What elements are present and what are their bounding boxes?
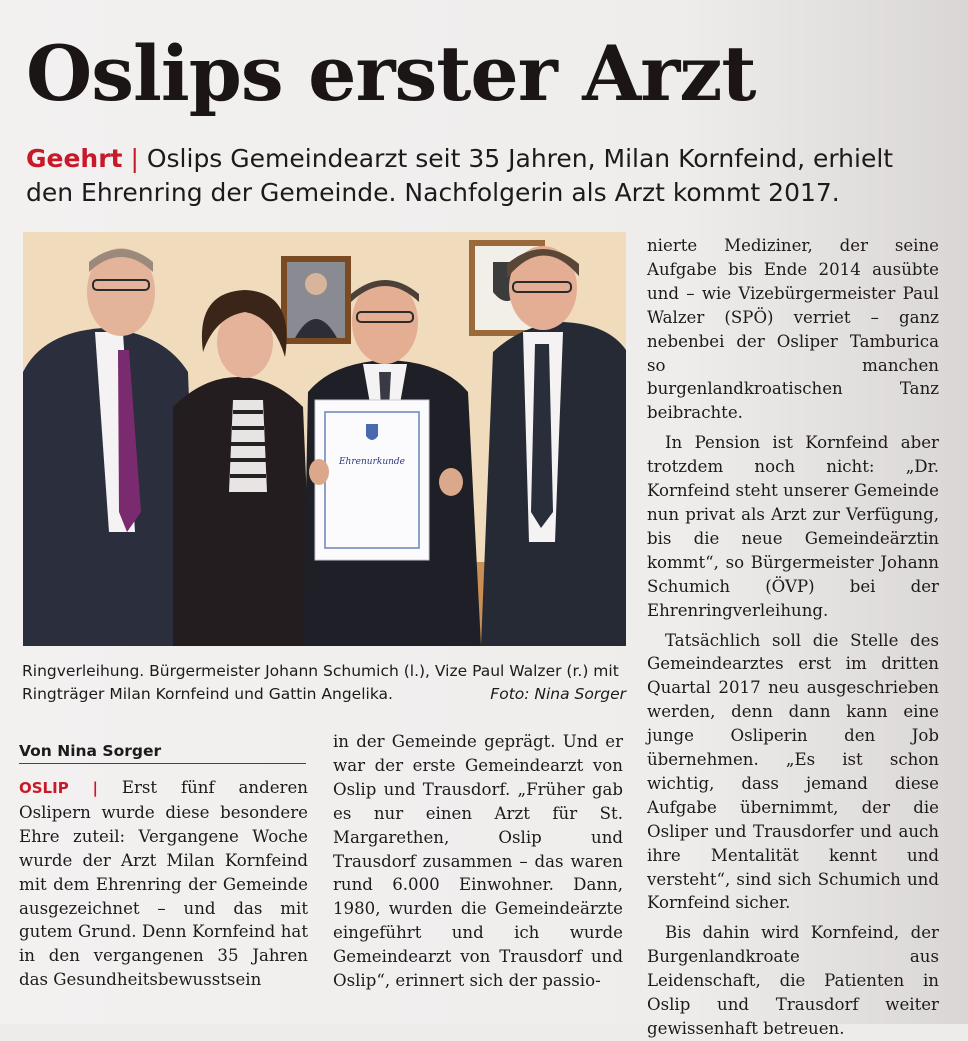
- body-text-col1: Erst fünf anderen Oslipern wurde diese besondere Ehre zuteil: Vergangene Woche wurde der Arzt Milan Kornfeind mit dem Ehrenring der Gemeinde ausgezeichnet – und das mit gutem Grund. Denn Kornfeind hat in den vergangenen 35 Jahren das Gesundheitsbewusstsein: [19, 778, 308, 990]
- kicker: Geehrt: [26, 144, 123, 173]
- subhead-text: Oslips Gemeindearzt seit 35 Jahren, Milan Kornfeind, erhielt den Ehrenring der Gemeinde. Nachfolgerin als Arzt kommt 2017.: [26, 144, 894, 207]
- body-paragraph: Bis dahin wird Kornfeind, der Burgenlandkroate aus Leidenschaft, die Patienten in Oslip und Trausdorf weiter gewissenhaft betreuen.: [647, 923, 939, 1038]
- photo-illustration: [23, 232, 626, 646]
- body-text-col2: in der Gemeinde geprägt. Und er war der erste Gemeindearzt von Oslip und Trausdorf. „Früher gab es nur einen Arzt für St. Margarethen, Oslip und Trausdorf zusammen – das waren rund 6.000 Einwohner. Dann, 1980, wurden die Gemeindeärzte eingeführt und ich wurde Gemeindearzt von Trausdorf und Oslip“, erinnert sich der passio-: [333, 732, 623, 991]
- dateline: OSLIP: [19, 779, 69, 797]
- article-column-1: [19, 776, 308, 992]
- article-photo: [23, 232, 626, 646]
- certificate: [315, 400, 429, 560]
- photo-caption: [22, 660, 626, 706]
- wall-portrait: [281, 256, 351, 344]
- headline: Oslips erster Arzt: [26, 29, 756, 118]
- certificate-text: Ehrenurkunde: [338, 457, 406, 467]
- kicker-separator: |: [122, 144, 147, 173]
- article-column-3: [647, 234, 939, 1041]
- body-paragraph: In Pension ist Kornfeind aber trotzdem noch nicht: „Dr. Kornfeind steht unserer Gemeinde nun privat als Arzt zur Verfügung, bis die neue Gemeindeärztin kommt“, so Bürgermeister Johann Schumich (ÖVP) bei der Ehrenringverleihung.: [647, 433, 939, 620]
- photo-credit: Foto: Nina Sorger: [490, 685, 626, 703]
- body-paragraph: Tatsächlich soll die Stelle des Gemeindearztes erst im dritten Quartal 2017 neu ausgeschrieben werden, denn dann kann eine junge Osliperin den Job übernehmen. „Es ist schon wichtig, dass jemand diese Aufgabe übernimmt, der die Osliper und Trausdorfer und auch ihre Mentalität kennt und versteht“, sind sich Schumich und Kornfeind sicher.: [647, 630, 939, 913]
- dateline-separator: |: [68, 779, 122, 797]
- body-paragraph: nierte Mediziner, der seine Aufgabe bis Ende 2014 ausübte und – wie Vizebürgermeister Paul Walzer (SPÖ) verriet – ganz nebenbei der Osliper Tamburica so manchen burgenlandkroatischen Tanz beibrachte.: [647, 236, 939, 423]
- article-column-2: [333, 730, 623, 993]
- byline: Von Nina Sorger: [19, 742, 306, 764]
- caption-text: Ringverleihung. Bürgermeister Johann Schumich (l.), Vize Paul Walzer (r.) mit Ringträger Milan Kornfeind und Gattin Angelika.: [22, 662, 619, 703]
- subheadline: [26, 142, 926, 210]
